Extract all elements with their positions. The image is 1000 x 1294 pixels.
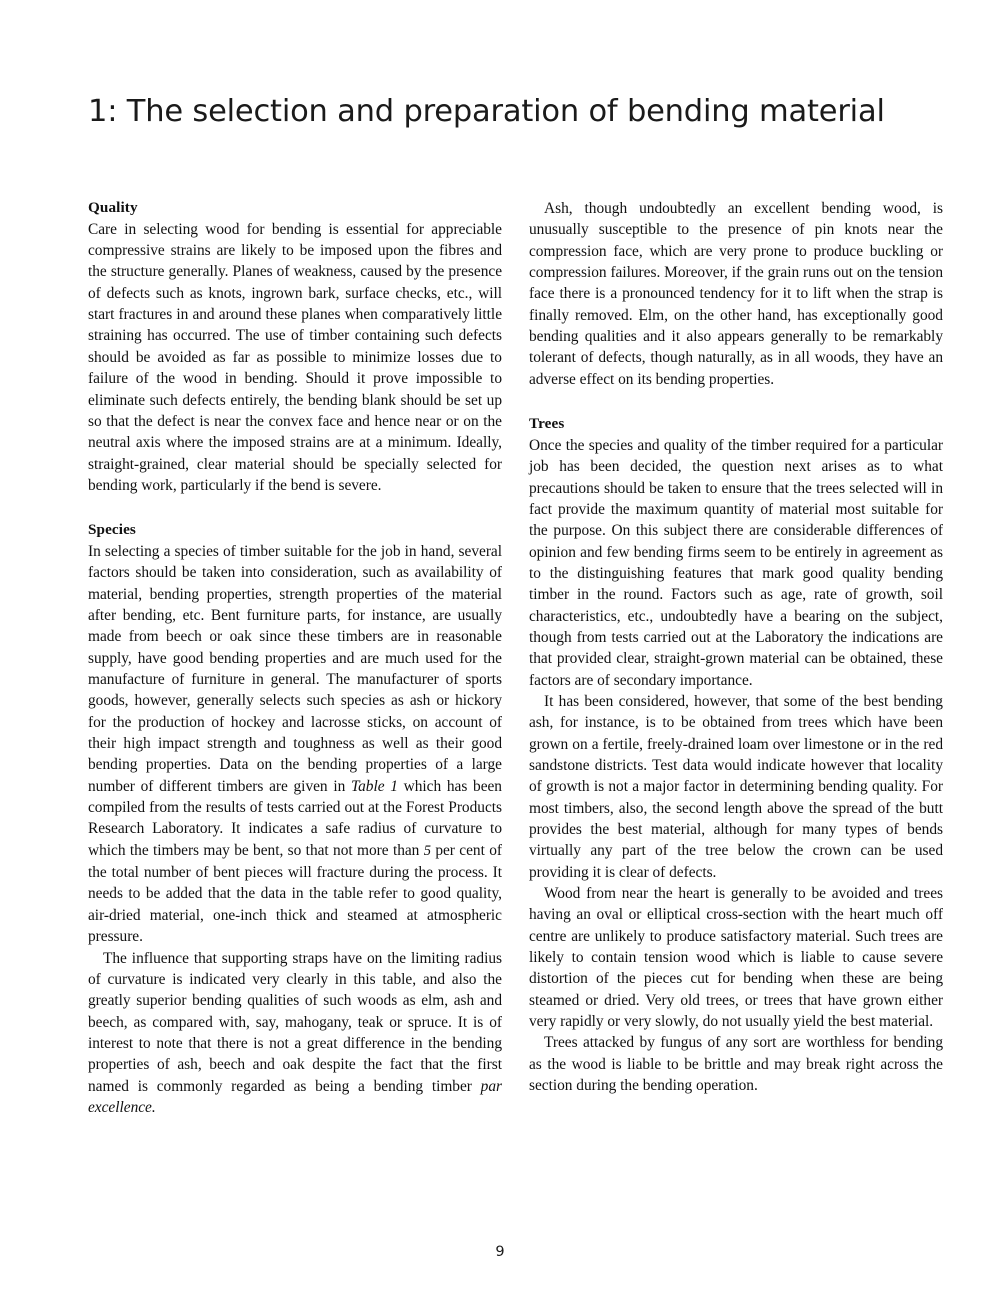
paragraph-ash-continuation: Ash, though undoubtedly an excellent bending wood, is unusually susceptible to the presence of pin knots near the compression face, which are very prone to produce buckling or compression failures. Moreover, if the grain runs out on the tension face there is a pronounced tendency for it to lift when the strap is finally removed. Elm, on the other hand, has exceptionally good bending qualities and it also appears generally to be remarkably tolerant of defects, though naturally, as in all woods, they have an adverse effect on its bending properties. — [529, 200, 943, 388]
left-column — [88, 198, 502, 1233]
right-column — [529, 198, 943, 1233]
paragraph-species-2 — [88, 948, 502, 1119]
par-excellence-phrase: par excellence. — [88, 1077, 502, 1116]
paragraph-quality-1: Care in selecting wood for bending is essential for appreciable compressive strains are likely to be imposed upon the fibres and the structure generally. Planes of weakness, caused by the presence of defects such as knots, ingrown bark, surface checks, etc., will start fractures in and around these planes when comparatively little straining has occurred. The use of timber containing such defects should be avoided as far as possible to minimize losses due to failure of the wood in bending. Should it prove impossible to eliminate such defects entirely, the bending blank should be set up so that the defect is near the convex face and hence near or on the neutral axis where the imposed strains are at a minimum. Ideally, straight-grained, clear material should be specially selected for bending work, particularly if the bend is severe. — [88, 220, 502, 494]
paragraph-species-1-text-a: In selecting a species of timber suitable for the job in hand, several factors should be taken into consideration, such as availability of material, bending properties, strength properties of the material after bending, etc. Bent furniture parts, for instance, are usually made from beech or oak since these timbers are in reasonable supply, have good bending properties and are much used for the manufacture of furniture in general. The manufacturer of sports goods, however, generally selects such species as ash or hickory for the production of hockey and lacrosse sticks, on account of their high impact strength and toughness as well as their good bending properties. Data on the bending properties of a large number of different timbers are given in — [88, 542, 502, 795]
paragraph-trees-4: Trees attacked by fungus of any sort are worthless for bending as the wood is liable to be brittle and may break right across the section during the bending operation. — [529, 1034, 943, 1095]
section-heading-species: Species — [88, 521, 136, 539]
page-number: 9 — [495, 1244, 505, 1260]
paragraph-species-2-text: The influence that supporting straps have on the limiting radius of curvature is indicated very clearly in this table, and also the greatly superior bending qualities of such woods as elm, ash and beech, as compared with, say, mahogany, teak or spruce. It is of interest to note that there is not a great difference in the bending properties of ash, beech and oak despite the fact that the first named is commonly regarded as being a bending timber — [88, 949, 502, 1095]
paragraph-trees-2: It has been considered, however, that some of the best bending ash, for instance, is to be obtained from trees which have been grown on a fertile, freely-drained loam over limestone or in the red sandstone districts. Test data would indicate however that locality of growth is not a major factor in determining bending quality. For most timbers, also, the second length above the spread of the butt provides the best material, although for many types of bends virtually any part of the tree below the crown can be used providing it is clear of defects. — [529, 692, 943, 881]
section-heading-quality: Quality — [88, 199, 138, 216]
paragraph-species-1 — [88, 541, 502, 948]
paragraph-species-1-text-b: which has been compiled from the results of tests carried out at the Forest Products Research Laboratory. It indicates a safe radius of curvature to which the timbers may be bent, so that not more than — [88, 777, 502, 859]
paragraph-species-1-text-c: per cent of the total number of bent pieces will fracture during the process. It needs to be added that the data in the table refer to good quality, air-dried material, one-inch thick and steamed at atmospheric pressure. — [88, 841, 502, 946]
table-reference: Table 1 — [350, 777, 398, 795]
paragraph-trees-1: Once the species and quality of the timber required for a particular job has been decided, the question next arises as to what precautions should be taken to ensure that the trees selected will in fact provide the maximum quantity of material most suitable for the purpose. On this subject there are considerable differences of opinion and few bending firms seem to be entirely in agreement as to the distinguishing features that mark good quality bending timber in the round. Factors such as age, rate of growth, soil characteristics, etc., undoubtedly have a bearing on the subject, though from tests carried out at the Laboratory the indications are that provided clear, straight-grown material can be obtained, these factors are of secondary importance. — [529, 436, 943, 689]
section-heading-trees: Trees — [529, 415, 565, 433]
two-column-body — [88, 198, 943, 1233]
percent-numeral: 5 — [423, 842, 431, 859]
paragraph-trees-3: Wood from near the heart is generally to be avoided and trees having an oval or elliptical cross-section with the heart much off centre are unlikely to produce satisfactory material. Such trees are likely to contain tension wood which is liable to cause severe distortion of the pieces cut for bending when these are being steamed or dried. Very old trees, or trees that have grown either very rapidly or very slowly, do not usually yield the best material. — [529, 885, 943, 1031]
page-title: 1: The selection and preparation of bending material — [88, 94, 885, 130]
